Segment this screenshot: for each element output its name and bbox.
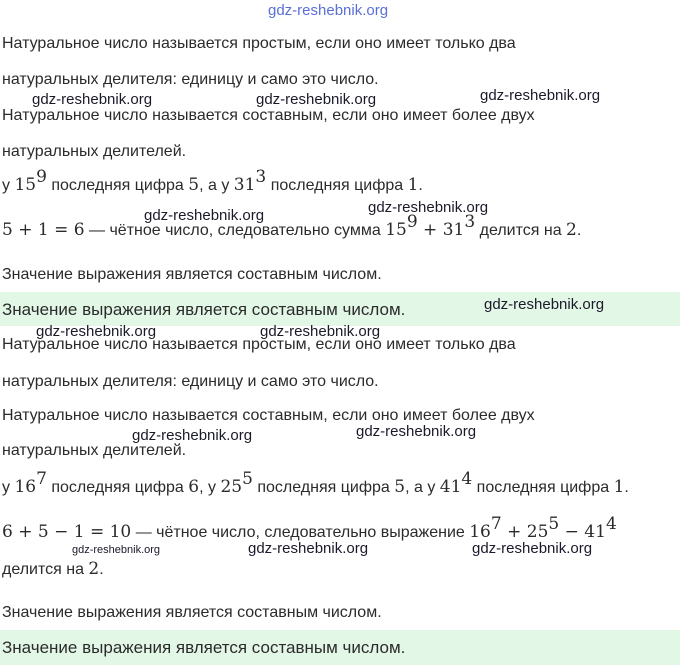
last-digits-statement [2,166,423,196]
math-exponent: 7 [490,513,502,534]
watermark: gdz-reshebnik.org [132,427,253,444]
math-digit: 1 [407,175,419,195]
math-base: 25 [220,477,243,497]
watermark: gdz-reshebnik.org [32,91,153,108]
prime-definition-line-2: натуральных делителя: единицу и само это число. [2,71,379,88]
math-exponent: 4 [605,513,617,534]
math-digit: 5 [188,175,200,195]
text: делится на [2,561,89,578]
prime-definition-line-1: Натуральное число называется простым, если оно имеет только два [2,336,516,353]
text: последняя цифра [46,177,189,194]
math-base: 25 [526,522,549,542]
watermark: gdz-reshebnik.org [484,296,605,313]
math-operator: + [501,522,527,542]
answer-text: Значение выражения является составным числом. [2,638,406,657]
watermark: gdz-reshebnik.org [72,544,161,556]
math-exponent: 5 [242,468,253,489]
math-exponent: 3 [255,166,267,187]
text: последняя цифра [46,479,189,496]
math-digit: 6 [188,477,200,497]
text: . [576,222,582,239]
watermark: gdz-reshebnik.org [260,323,381,340]
math-base: 31 [442,220,465,240]
last-digits-statement [2,468,629,498]
watermark: gdz-reshebnik.org [144,207,265,224]
text: у [2,177,15,194]
math-exponent: 7 [36,468,47,489]
math-expression: 6 + 5 − 1 = 10 [2,522,132,542]
math-exponent: 9 [36,166,47,187]
text: у [2,479,15,496]
math-exponent: 9 [406,211,418,232]
math-exponent: 4 [461,468,473,489]
composite-definition-line-2: натуральных делителей. [2,442,187,459]
text: . [624,479,629,496]
composite-definition-line-1: Натуральное число называется составным, если оно имеет более двух [2,407,535,424]
math-digit: 2 [88,559,100,579]
watermark: gdz-reshebnik.org [356,423,477,440]
watermark-top: gdz-reshebnik.org [268,2,389,19]
math-base: 41 [439,477,462,497]
watermark: gdz-reshebnik.org [480,87,601,104]
text: делится на [475,222,567,239]
math-expression: 5 + 1 = 6 [2,220,85,240]
composite-definition-line-1: Натуральное число называется составным, если оно имеет более двух [2,107,535,124]
math-base: 31 [233,175,256,195]
math-base: 15 [14,175,37,195]
text: последняя цифра [266,177,408,194]
expression-statement-tail [2,559,104,580]
math-exponent: 3 [464,211,476,232]
watermark: gdz-reshebnik.org [368,199,489,216]
prime-definition-line-2: натуральных делителя: единицу и само это число. [2,373,379,390]
math-exponent: 5 [548,513,560,534]
math-base: 41 [584,522,606,542]
composite-definition-line-2: натуральных делителей. [2,143,187,160]
text: , а у [199,177,234,194]
math-digit: 2 [566,220,577,240]
prime-definition-line-1: Натуральное число называется простым, если оно имеет только два [2,35,516,52]
text: — чётное число, следовательно сумма [84,222,386,239]
text: последняя цифра [472,479,614,496]
watermark: gdz-reshebnik.org [248,540,369,557]
math-base: 15 [385,220,407,240]
watermark: gdz-reshebnik.org [256,91,377,108]
text: , а у [405,479,440,496]
math-base: 16 [469,522,491,542]
answer-highlight [0,630,680,665]
watermark: gdz-reshebnik.org [472,540,593,557]
text: — чётное число, следовательно выражение [131,524,470,541]
conclusion-text: Значение выражения является составным числом. [2,266,382,283]
math-digit: 1 [613,477,625,497]
text: , у [199,479,221,496]
watermark: gdz-reshebnik.org [36,323,157,340]
text: последняя цифра [252,479,395,496]
math-digit: 5 [394,477,406,497]
math-operator: + [417,220,443,240]
math-base: 16 [14,477,37,497]
answer-text: Значение выражения является составным числом. [2,300,406,319]
math-operator: − [559,522,585,542]
text: . [418,177,423,194]
conclusion-text: Значение выражения является составным числом. [2,604,382,621]
text: . [99,561,104,578]
